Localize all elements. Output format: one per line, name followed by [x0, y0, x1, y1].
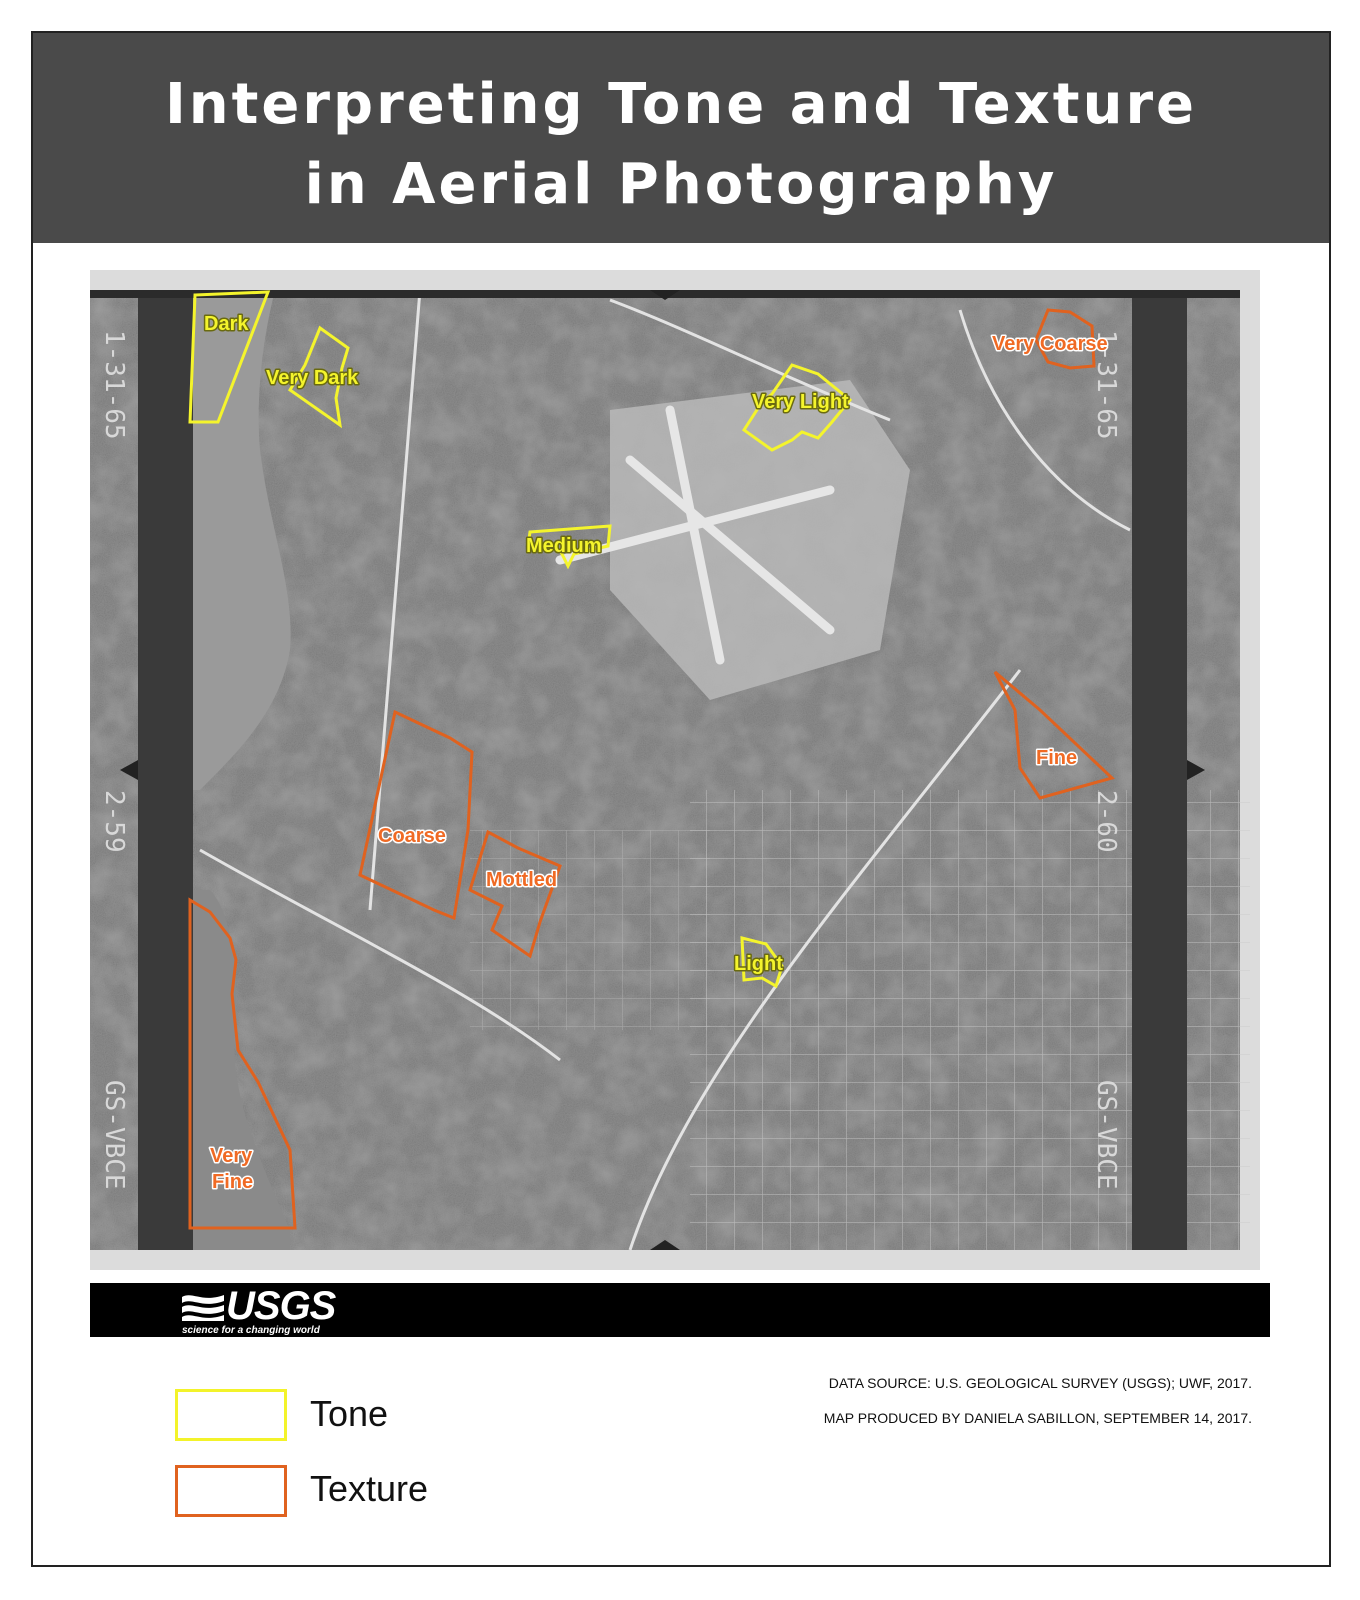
film-code-right-mid: 2-60	[1091, 790, 1121, 853]
title-line-1: Interpreting Tone and Texture	[164, 72, 1198, 137]
legend-tone-label: Tone	[310, 1393, 389, 1434]
residential-grid	[470, 830, 710, 1030]
label-very-coarse: Very Coarse	[992, 333, 1108, 355]
film-strip-left	[138, 290, 193, 1250]
label-light: Light	[734, 953, 783, 975]
usgs-wordmark: USGS	[226, 1284, 336, 1328]
usgs-bar	[90, 1283, 1270, 1337]
title-line-2: in Aerial Photography	[304, 152, 1058, 217]
label-very-fine-line-2: Fine	[212, 1171, 254, 1193]
film-code-left-bottom: GS-VBCE	[99, 1080, 129, 1190]
label-very-dark: Very Dark	[266, 367, 359, 389]
label-fine: Fine	[1036, 747, 1078, 769]
aerial-photograph	[90, 270, 1260, 1270]
usgs-waves-icon	[182, 1291, 224, 1323]
film-code-right-bottom: GS-VBCE	[1091, 1080, 1121, 1190]
label-mottled: Mottled	[486, 869, 558, 891]
title-bar	[33, 33, 1329, 243]
film-code-left-mid: 2-59	[99, 790, 129, 853]
film-strip-right	[1132, 290, 1187, 1250]
usgs-tagline: science for a changing world	[182, 1325, 320, 1336]
label-very-light: Very Light	[752, 391, 849, 413]
data-source-credit: DATA SOURCE: U.S. GEOLOGICAL SURVEY (USGS); UWF, 2017.	[828, 1375, 1252, 1391]
legend-tone-swatch	[175, 1389, 287, 1441]
legend-texture-swatch	[175, 1465, 287, 1517]
legend-texture-label: Texture	[310, 1468, 429, 1509]
map-title	[33, 65, 1329, 225]
label-medium: Medium	[526, 535, 602, 557]
label-coarse: Coarse	[378, 825, 446, 847]
label-very-fine-line-1: Very	[210, 1145, 253, 1167]
film-code-left-top: 1-31-65	[99, 330, 129, 440]
film-code-right-top: 1-31-65	[1091, 330, 1121, 440]
map-author-credit: MAP PRODUCED BY DANIELA SABILLON, SEPTEMBER 14, 2017.	[823, 1410, 1252, 1426]
label-dark: Dark	[204, 313, 249, 335]
